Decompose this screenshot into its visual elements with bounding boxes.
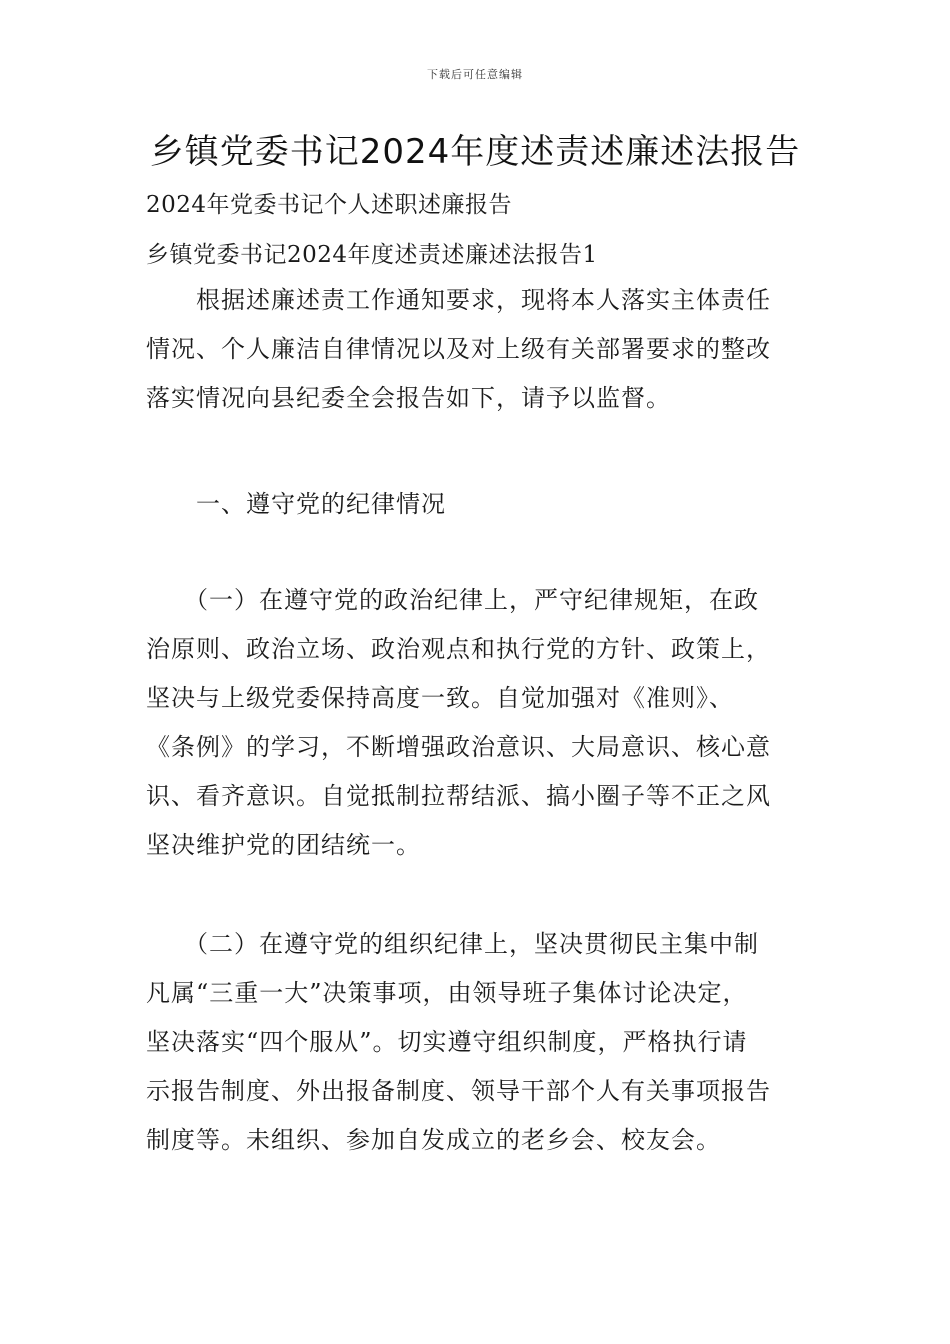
paragraph-political-discipline bbox=[146, 576, 816, 870]
intro-paragraph bbox=[146, 276, 816, 423]
intro-line: 情况、个人廉洁自律情况以及对上级有关部署要求的整改 bbox=[146, 335, 771, 363]
subtitle-2: 乡镇党委书记2024年度述责述廉述法报告1 bbox=[146, 242, 598, 268]
paragraph-line: 示报告制度、外出报备制度、领导干部个人有关事项报告 bbox=[146, 1077, 771, 1105]
paragraph-line: （一）在遵守党的政治纪律上，严守纪律规矩，在政 bbox=[146, 586, 759, 614]
paragraph-line: 坚决落实“四个服从”。切实遵守组织制度，严格执行请 bbox=[146, 1028, 748, 1056]
paragraph-line: 《条例》的学习，不断增强政治意识、大局意识、核心意 bbox=[146, 733, 771, 761]
section-heading: 一、遵守党的纪律情况 bbox=[196, 490, 446, 518]
intro-line: 根据述廉述责工作通知要求，现将本人落实主体责任 bbox=[146, 286, 771, 314]
intro-line: 落实情况向县纪委全会报告如下，请予以监督。 bbox=[146, 384, 671, 412]
paragraph-line: 治原则、政治立场、政治观点和执行党的方针、政策上， bbox=[146, 635, 771, 663]
paragraph-organizational-discipline bbox=[146, 920, 816, 1165]
paragraph-line: 制度等。未组织、参加自发成立的老乡会、校友会。 bbox=[146, 1126, 721, 1154]
paragraph-line: 识、看齐意识。自觉抵制拉帮结派、搞小圈子等不正之风 bbox=[146, 782, 771, 810]
document-title: 乡镇党委书记2024年度述责述廉述法报告 bbox=[149, 132, 801, 172]
header-note: 下载后可任意编辑 bbox=[427, 68, 523, 81]
subtitle-1: 2024年党委书记个人述职述廉报告 bbox=[146, 192, 513, 218]
paragraph-line: （二）在遵守党的组织纪律上，坚决贯彻民主集中制 bbox=[146, 930, 759, 958]
paragraph-line: 凡属“三重一大”决策事项，由领导班子集体讨论决定， bbox=[146, 979, 748, 1007]
paragraph-line: 坚决维护党的团结统一。 bbox=[146, 831, 421, 859]
paragraph-line: 坚决与上级党委保持高度一致。自觉加强对《准则》、 bbox=[146, 684, 734, 712]
